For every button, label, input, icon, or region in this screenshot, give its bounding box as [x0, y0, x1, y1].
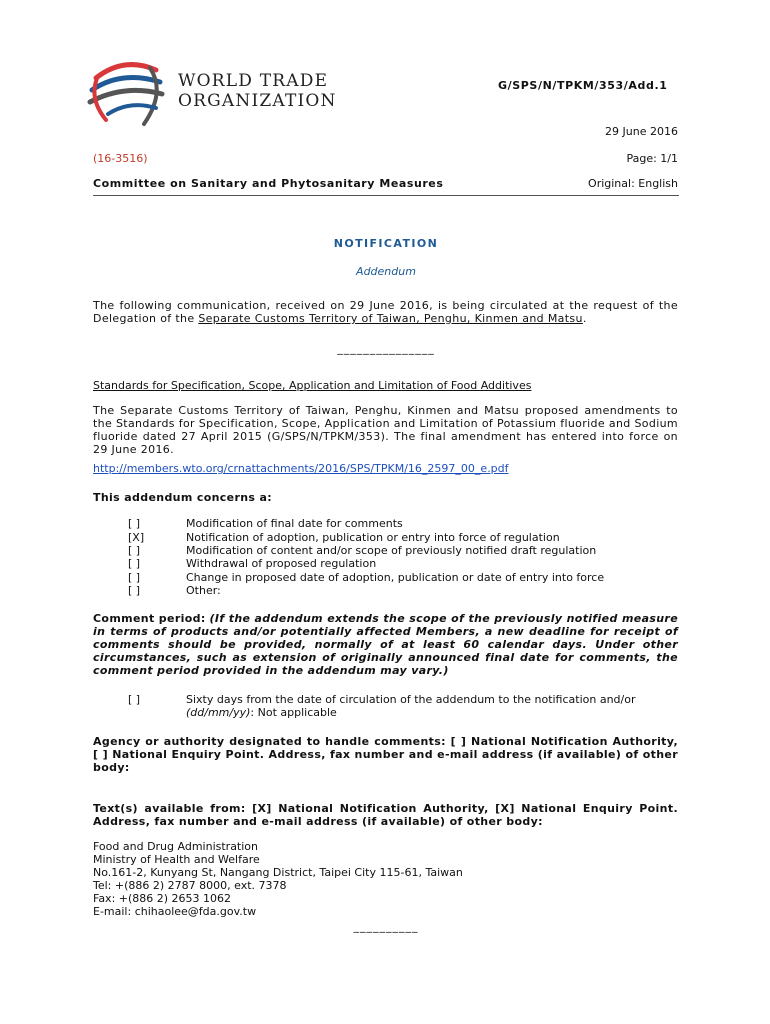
- concerns-heading: This addendum concerns a:: [93, 491, 273, 504]
- comment-period-checkbox: [ ]: [128, 693, 141, 706]
- comment-period-label: Comment period:: [93, 612, 206, 625]
- concern-checkbox: [ ]: [128, 544, 141, 557]
- concern-checkbox: [ ]: [128, 517, 141, 530]
- wto-emblem-icon: [86, 58, 168, 130]
- document-date: 29 June 2016: [605, 125, 678, 138]
- document-link-text[interactable]: http://members.wto.org/crnattachments/2016/SPS/TPKM/16_2597_00_e.pdf: [93, 462, 509, 475]
- intro-text-end: .: [582, 312, 587, 325]
- comment-period-note: (If the addendum extends the scope of the previously notified measure in terms of products and/or potentially affected Members, a new deadline for receipt of comments should be provided, normally of at least 60 calendar days. Under other circumstances, such as extension of originally announced final date for comments, the comment period provided in the addendum may vary.): [93, 612, 679, 677]
- comment-period-value: : Not applicable: [250, 706, 337, 719]
- concern-checkbox: [ ]: [128, 584, 141, 597]
- organization-name-line1: WORLD TRADE: [178, 71, 329, 91]
- concern-label: Notification of adoption, publication or entry into force of regulation: [186, 531, 560, 544]
- concern-checkbox: [ ]: [128, 557, 141, 570]
- comment-period-option: [128, 693, 678, 721]
- comment-period: [93, 612, 678, 677]
- comment-period-option-text-block: [186, 693, 678, 719]
- contact-line: Ministry of Health and Welfare: [93, 853, 260, 866]
- comment-period-value-line: [186, 706, 678, 719]
- document-link[interactable]: [93, 462, 678, 475]
- agency-paragraph: Agency or authority designated to handle comments: [ ] National Notification Authority, [ ] National Enquiry Point. Address, fax number and e-mail address (if available) of other body:: [93, 735, 678, 774]
- texts-available-paragraph: Text(s) available from: [X] National Notification Authority, [X] National Enquiry Point. Address, fax number and e-mail address (if available) of other body:: [93, 802, 678, 828]
- intro-paragraph: [93, 299, 678, 325]
- contact-block: [93, 840, 678, 918]
- document-symbol: G/SPS/N/TPKM/353/Add.1: [498, 79, 668, 92]
- addendum-subheading: Addendum: [356, 265, 416, 278]
- contact-line: Tel: +(886 2) 2787 8000, ext. 7378: [93, 879, 287, 892]
- contact-line: Food and Drug Administration: [93, 840, 258, 853]
- job-number: (16-3516): [93, 152, 148, 165]
- notification-heading: NOTIFICATION: [333, 237, 439, 250]
- concern-checkbox: [ ]: [128, 571, 141, 584]
- header-divider: [93, 195, 679, 196]
- contact-line: E-mail: chihaolee@fda.gov.tw: [93, 905, 257, 918]
- contact-line: No.161-2, Kunyang St, Nangang District, Taipei City 115-61, Taiwan: [93, 866, 463, 879]
- member-name: Separate Customs Territory of Taiwan, Penghu, Kinmen and Matsu: [198, 312, 583, 325]
- concern-label: Withdrawal of proposed regulation: [186, 557, 377, 570]
- measure-title: Standards for Specification, Scope, Application and Limitation of Food Additives: [93, 379, 532, 392]
- concern-label: Modification of content and/or scope of previously notified draft regulation: [186, 544, 597, 557]
- date-format: (dd/mm/yy): [186, 706, 251, 719]
- concern-checkbox: [X]: [128, 531, 145, 544]
- separator: _______________: [337, 342, 435, 355]
- intro-text: The following communication, received on 29 June 2016, is being circulated at the request of the Delegation of the: [93, 299, 678, 325]
- contact-line: Fax: +(886 2) 2653 1062: [93, 892, 232, 905]
- end-separator: __________: [353, 920, 419, 933]
- committee-name: Committee on Sanitary and Phytosanitary Measures: [93, 177, 444, 190]
- wto-logo: [86, 58, 346, 130]
- page-number: Page: 1/1: [626, 152, 678, 165]
- concern-label: Other:: [186, 584, 221, 597]
- organization-name: [178, 71, 337, 111]
- organization-name-line2: ORGANIZATION: [178, 91, 337, 111]
- measure-description: The Separate Customs Territory of Taiwan, Penghu, Kinmen and Matsu proposed amendments to the Standards for Specification, Scope, Application and Limitation of Potassium fluoride and Sodium fluoride dated 27 April 2015 (G/SPS/N/TPKM/353). The final amendment has entered into force on 29 June 2016.: [93, 404, 678, 456]
- comment-period-option-text: Sixty days from the date of circulation of the addendum to the notification and/or: [186, 693, 636, 706]
- original-language: Original: English: [588, 177, 678, 190]
- concern-label: Modification of final date for comments: [186, 517, 403, 530]
- concern-label: Change in proposed date of adoption, publication or date of entry into force: [186, 571, 605, 584]
